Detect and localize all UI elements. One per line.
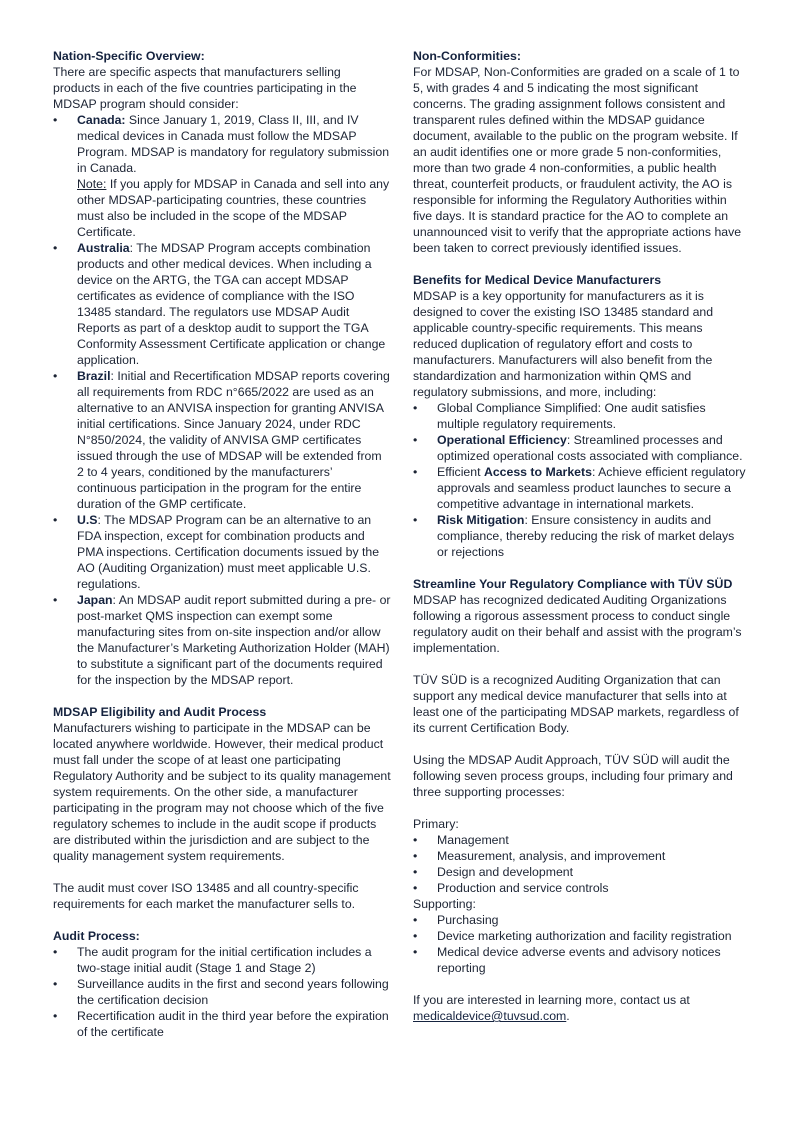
benefit-item-market-access — [413, 464, 748, 512]
nonconformities-paragraph: For MDSAP, Non-Conformities are graded on a scale of 1 to 5, with grades 4 and 5 indicating the most significant concerns. The grading assignment follows consistent and transparent rules defined within the MDSAP guidance document, available to the public on the program website. If an audit identifies one or more grade 5 non-conformities, more than two grade 4 non-conformities, a public health threat, counterfeit products, or fraudulent activity, the AO is responsible for informing the Regulatory Authorities within five days. It is standard practice for the AO to complete an unannounced visit to verify that the appropriate actions have been taken to correct previously identified issues. — [413, 65, 742, 255]
benefit-bold: Risk Mitigation — [437, 513, 525, 527]
country-item-japan — [53, 592, 391, 688]
eligibility-heading: MDSAP Eligibility and Audit Process — [53, 705, 267, 719]
streamline-paragraph-1: MDSAP has recognized dedicated Auditing Organizations following a rigorous assessment process to conduct single regulatory audit on their behalf and assist with the program’s implementation. — [413, 593, 742, 655]
overview-heading: Nation-Specific Overview: — [53, 49, 205, 63]
country-text: : The MDSAP Program accepts combination products and other medical devices. When including a device on the ARTG, the TGA can accept MDSAP certificates as evidence of compliance with the ISO 13485 standard. The regulators use MDSAP Audit Reports as part of a desktop audit to support the TGA Conformity Assessment Certificate application or change application. — [77, 241, 386, 367]
country-item-us — [53, 512, 391, 592]
primary-process-list — [413, 832, 748, 896]
list-item: • Recertification audit in the third year before the expiration of the certificate — [53, 1008, 391, 1040]
streamline-heading: Streamline Your Regulatory Compliance with TÜV SÜD — [413, 577, 733, 591]
country-text: : The MDSAP Program can be an alternative to an FDA inspection, except for combination products and PMA inspections. Certification documents issued by the AO (Auditing Organization) must meet applicable U.S. regulations. — [77, 513, 380, 591]
benefit-text: : Achieve efficient regulatory approvals and seamless product launches to secure a competitive advantage in international markets. — [437, 465, 746, 511]
country-list — [53, 112, 391, 688]
audit-process-heading: Audit Process: — [53, 929, 140, 943]
contact-email-link[interactable]: medicaldevice@tuvsud.com — [413, 1009, 567, 1023]
list-item: • Design and development — [413, 864, 748, 880]
benefit-text: : Ensure consistency in audits and compliance, thereby reducing the risk of market delays or rejections — [437, 513, 735, 559]
streamline-paragraph-3: Using the MDSAP Audit Approach, TÜV SÜD will audit the following seven process groups, including four primary and three supporting processes: — [413, 753, 733, 799]
list-item: • Medical device adverse events and advisory notices reporting — [413, 944, 748, 976]
list-item: • Device marketing authorization and facility registration — [413, 928, 748, 944]
list-item: • Production and service controls — [413, 880, 748, 896]
note-text: If you apply for MDSAP in Canada and sell into any other MDSAP-participating countries, these countries must also be included in the scope of the MDSAP Certificate. — [77, 177, 390, 239]
overview-intro: There are specific aspects that manufacturers selling products in each of the five countries participating in the MDSAP program should consider: — [53, 65, 357, 111]
country-name: U.S — [77, 513, 98, 527]
list-item: • Measurement, analysis, and improvement — [413, 848, 748, 864]
country-text: : An MDSAP audit report submitted during a pre- or post-market QMS inspection can exempt some manufacturing sites from on-site inspection and/or allow the Manufacturer’s Marketing Authorization Holder (MAH) to substitute a significant part of the documents required for the inspection by the MDSAP report. — [77, 593, 391, 687]
benefits-heading: Benefits for Medical Device Manufacturers — [413, 273, 662, 287]
list-item: • Surveillance audits in the first and second years following the certification decision — [53, 976, 391, 1008]
contact-end: . — [566, 1009, 570, 1023]
benefit-bold: Access to Markets — [483, 465, 592, 479]
list-item: • Management — [413, 832, 748, 848]
benefit-item-operational-efficiency — [413, 432, 748, 464]
contact-text: If you are interested in learning more, contact us at — [413, 993, 690, 1007]
benefit-text: Global Compliance Simplified: One audit satisfies multiple regulatory requirements. — [437, 401, 706, 431]
benefit-text: : Streamlined processes and optimized operational costs associated with compliance. — [437, 433, 743, 463]
audit-coverage-paragraph: The audit must cover ISO 13485 and all country-specific requirements for each market the manufacturer sells to. — [53, 881, 359, 911]
country-item-brazil — [53, 368, 391, 512]
country-name: Australia — [77, 241, 130, 255]
eligibility-paragraph: Manufacturers wishing to participate in the MDSAP can be located anywhere worldwide. However, their medical product must fall under the scope of at least one participating Regulatory Authority and be subject to its quality management system requirements. On the other side, a manufacturer participating in the program may not choose which of the five regulatory schemes to include in the audit scope if products are distributed within the jurisdiction and are subject to the quality management system requirements. — [53, 721, 391, 863]
country-name: Japan — [77, 593, 113, 607]
country-text: : Initial and Recertification MDSAP reports covering all requirements from RDC n°665/2022 are used as an alternative to an ANVISA inspection for granting ANVISA initial certifications. Since January 2024, under RDC N°850/2024, the validity of ANVISA GMP certificates issued through the use of MDSAP will be extended from 2 to 4 years, conditioned by the manufacturers’ continuous participation in the program for the entire duration of the GMP certificate. — [77, 369, 390, 511]
supporting-label: Supporting: — [413, 897, 476, 911]
country-item-australia — [53, 240, 391, 368]
nonconformities-heading: Non-Conformities: — [413, 49, 521, 63]
benefit-bold: Operational Efficiency — [437, 433, 567, 447]
country-name: Canada: — [77, 113, 126, 127]
right-column — [413, 48, 748, 1024]
country-item-canada — [53, 112, 391, 240]
country-name: Brazil — [77, 369, 111, 383]
supporting-process-list — [413, 912, 748, 976]
contact-paragraph — [413, 992, 748, 1024]
country-text: Since January 1, 2019, Class II, III, and IV medical devices in Canada must follow the MDSAP Program. MDSAP is mandatory for regulatory submission in Canada. — [77, 113, 390, 175]
benefits-intro: MDSAP is a key opportunity for manufacturers as it is designed to cover the existing ISO 13485 standard and applicable country-specific requirements. This means reduced duplication of regulatory effort and costs to manufacturers. Manufacturers will also benefit from the standardization and harmonization within QMS and regulatory submissions, and more, including: — [413, 289, 714, 399]
list-item: • The audit program for the initial certification includes a two-stage initial audit (Stage 1 and Stage 2) — [53, 944, 391, 976]
benefit-text: Efficient — [437, 465, 484, 479]
streamline-paragraph-2: TÜV SÜD is a recognized Auditing Organization that can support any medical device manufacturer that sells into at least one of the participating MDSAP markets, regardless of its current Certification Body. — [413, 673, 739, 735]
primary-label: Primary: — [413, 817, 459, 831]
left-column — [53, 48, 391, 1040]
note-label: Note: — [77, 177, 107, 191]
benefits-list — [413, 400, 748, 560]
benefit-item-risk-mitigation — [413, 512, 748, 560]
benefit-item-global-compliance — [413, 400, 748, 432]
audit-process-list — [53, 944, 391, 1040]
list-item: • Purchasing — [413, 912, 748, 928]
